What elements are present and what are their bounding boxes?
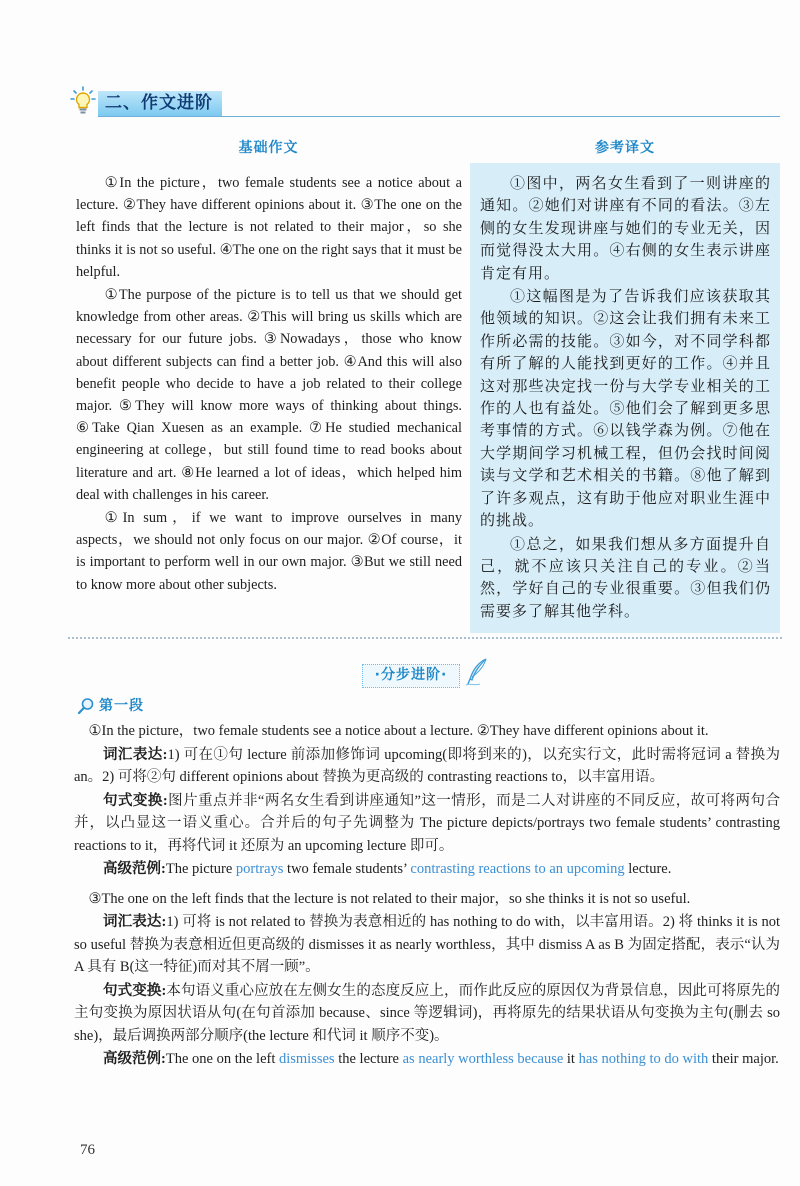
translation-paragraph: ①这幅图是为了告诉我们应该获取其他领域的知识。②这会让我们拥有未来工作所必需的技能。③如今，对不同学科都有所了解的人能找到更好的工作。④并且这对那些决定找一份与大学专业相关的工作的人也有益处。⑤他们会了解到更多思考事情的方式。⑥以钱学森为例。⑦他在大学期间学习机械工程，但仍会找时间阅读与文学和艺术相关的书籍。⑧他了解到了许多观点，这有助于他应对职业生涯中的挑战。	[480, 287, 771, 530]
step-banner: ·分步进阶·	[362, 664, 460, 688]
search-icon	[77, 697, 95, 715]
essay-paragraph: ①The purpose of the picture is to tell us that we should get knowledge from other areas. ②This will bring us skills which are necessary for our future jobs. ③Nowadays，those who know about different subjects can find a better job. ④And this will also benefit people who decide to have a job related to their college major. ⑤They will know more ways of thinking about things. ⑥Take Qian Xuesen as an example. ⑦He studied mechanical engineering at college，but still found time to read books about literature and art. ⑧He learned a lot of ideas，which helped him deal with challenges in his career.	[76, 287, 462, 503]
example-highlight: portrays	[235, 861, 284, 877]
section-divider	[68, 637, 782, 639]
vocab-label: 词汇表达:	[103, 914, 167, 930]
original-essay-heading: 基础作文	[238, 140, 299, 156]
example-segment: two female students’	[283, 861, 411, 877]
translation-box	[470, 163, 780, 633]
syntax-note	[74, 980, 780, 1048]
pen-icon	[465, 657, 489, 687]
example-segment: The picture	[165, 861, 236, 877]
example-segment: The one on the left	[165, 1051, 279, 1067]
original-essay	[76, 172, 462, 597]
example-label: 高级范例:	[103, 861, 166, 877]
vocab-label: 词汇表达:	[103, 746, 168, 763]
example-label: 高级范例:	[103, 1051, 166, 1067]
page-number: 76	[80, 1142, 95, 1158]
vocab-note	[74, 911, 780, 979]
part-title: 第一段	[99, 698, 144, 714]
step-analysis	[74, 720, 780, 1072]
example-highlight: contrasting reactions to an upcoming	[410, 861, 625, 877]
translation-heading: 参考译文	[595, 140, 655, 156]
vocab-text: 1) 可将 is not related to 替换为表意相近的 has nothing to do with，以丰富用语。2) 将 thinks it is not so useful 替换为表意相近但更高级的 dismisses it as nearly worthless，其中 dismiss A as B 为固定搭配，表示“认为 A 具有 B(这一特征)而对其不屑一顾”。	[74, 914, 780, 975]
sentence-analysis-block	[74, 720, 780, 881]
translation-paragraph: ①图中，两名女生看到了一则讲座的通知。②她们对讲座有不同的看法。③左侧的女生发现讲座与她们的专业无关，因而觉得没太大用。④右侧的女生表示讲座肯定有用。	[480, 174, 771, 282]
example-highlight: has nothing to do with	[578, 1051, 709, 1067]
syntax-text: 图片重点并非“两名女生看到讲座通知”这一情形，而是二人对讲座的不同反应，故可将两句合并，以凸显这一语义重心。合并后的句子先调整为 The picture depicts/portrays two female students’ contrasting reactions to it，再将代词 it 还原为 an upcoming lecture 即可。	[74, 792, 780, 854]
syntax-label: 句式变换:	[103, 982, 167, 999]
syntax-label: 句式变换:	[103, 792, 168, 809]
vocab-text: 1) 可在①句 lecture 前添加修饰词 upcoming(即将到来的)，以充实行文，此时需将冠词 a 替换为 an。2) 可将②句 different opinions about 替换为更高级的 contrasting reactions to，以丰富用语。	[74, 746, 780, 785]
example-highlight: as nearly worthless because	[402, 1051, 564, 1067]
example-segment: lecture.	[624, 861, 672, 877]
example-segment: their major.	[708, 1051, 779, 1067]
syntax-text: 本句语义重心应放在左侧女生的态度反应上，而作此反应的原因仅为背景信息，因此可将原先的主句变换为原因状语从句(在句首添加 because、since 等逻辑词)，再将原先的结果状语从句变换为主句(删去 so she)，最后调换两部分顺序(the lecture 和代词 it 顺序不变)。	[74, 982, 780, 1044]
lightbulb-icon	[70, 86, 96, 116]
section-header-rule	[98, 116, 780, 117]
syntax-note	[74, 790, 780, 858]
example-highlight: dismisses	[278, 1051, 335, 1067]
essay-paragraph: ①In the picture，two female students see a notice about a lecture. ②They have different opinions about it. ③The one on the left finds that the lecture is not related to their major，so she thinks it is not so useful. ④The one on the right says that it must be helpful.	[76, 175, 462, 280]
source-sentence: ③The one on the left finds that the lecture is not related to their major，so she thinks it is not so useful.	[88, 890, 691, 907]
source-sentence: ①In the picture，two female students see a notice about a lecture. ②They have different opinions about it.	[88, 723, 709, 739]
example-note	[74, 1048, 780, 1071]
example-note	[74, 858, 780, 881]
example-segment: the lecture	[334, 1051, 403, 1067]
vocab-note	[74, 744, 780, 789]
section-title: 二、作文进阶	[98, 91, 222, 116]
essay-paragraph: ①In sum，if we want to improve ourselves in many aspects，we should not only focus on our major. ②Of course，it is important to perform well in our own major. ③But we still need to know more about other subjects.	[76, 510, 462, 593]
example-segment: it	[563, 1051, 579, 1067]
translation-paragraph: ①总之，如果我们想从多方面提升自己，就不应该只关注自己的专业。②当然，学好自己的专业很重要。③但我们仍需要多了解其他学科。	[480, 534, 771, 620]
sentence-analysis-block	[74, 888, 780, 1071]
